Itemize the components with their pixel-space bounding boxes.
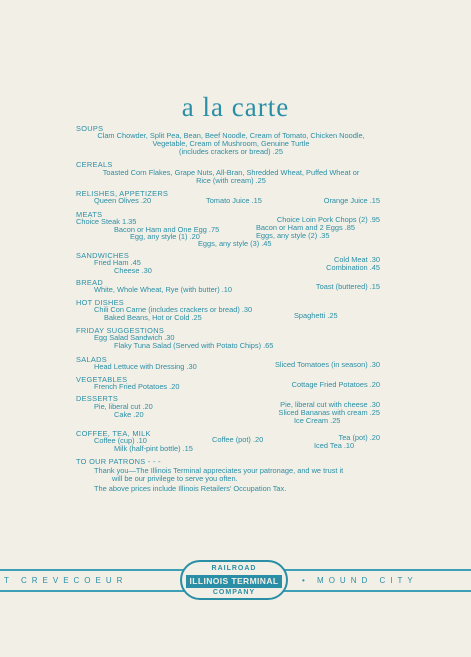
section-heading-desserts: DESSERTS [76, 394, 119, 403]
menu-item: Cottage Fried Potatoes .20 [291, 380, 380, 389]
illinois-terminal-logo [180, 560, 288, 600]
menu-item: Cheese .30 [114, 266, 152, 275]
menu-item: Tea (pot) .20 [338, 433, 380, 442]
cereals-line-1: Toasted Corn Flakes, Grape Nuts, All-Bran, Shredded Wheat, Puffed Wheat or [102, 168, 360, 177]
menu-item: Flaky Tuna Salad (Served with Potato Chips) .65 [114, 341, 274, 350]
menu-item: French Fried Potatoes .20 [94, 382, 180, 391]
menu-item: Ice Cream .25 [294, 416, 341, 425]
section-heading-sandwiches: SANDWICHES [76, 251, 130, 260]
section-heading-cereals: CEREALS [76, 160, 113, 169]
menu-item: Coffee (pot) .20 [212, 435, 264, 444]
soups-line-3: (includes crackers or bread) .25 [179, 147, 283, 156]
menu-item: Pie, liberal cut with cheese .30 [280, 400, 380, 409]
section-heading-vegetables: VEGETABLES [76, 375, 128, 384]
logo-text-main: ILLINOIS TERMINAL [186, 575, 282, 588]
menu-item: Bacon or Ham and One Egg .75 [114, 225, 220, 234]
menu-item: Cold Meat .30 [333, 255, 380, 264]
section-heading-salads: SALADS [76, 355, 107, 364]
menu-item: Spaghetti .25 [294, 311, 338, 320]
menu-item: Bacon or Ham and 2 Eggs .85 [256, 223, 356, 232]
menu-item: Orange Juice .15 [323, 196, 380, 205]
section-heading-relishes: RELISHES, APPETIZERS [76, 189, 169, 198]
section-heading-patrons: TO OUR PATRONS - - - [76, 457, 161, 466]
section-heading-meats: MEATS [76, 210, 103, 219]
menu-title: a la carte [181, 92, 290, 122]
band-text-left: T CREVECOEUR [4, 576, 128, 585]
soups-line-1: Clam Chowder, Split Pea, Bean, Beef Noodle, Cream of Tomato, Chicken Noodle, [97, 131, 365, 140]
menu-item: Egg, any style (1) .20 [130, 232, 200, 241]
menu-item: Cake .20 [114, 410, 144, 419]
menu-item: White, Whole Wheat, Rye (with butter) .10 [94, 285, 233, 294]
menu-item: Sliced Bananas with cream .25 [278, 408, 380, 417]
section-heading-hot-dishes: HOT DISHES [76, 298, 125, 307]
patrons-line-3: The above prices include Illinois Retailers' Occupation Tax. [94, 484, 287, 493]
patrons-line-1: Thank you—The Illinois Terminal appreciates your patronage, and we trust it [94, 466, 344, 475]
menu-item: Eggs, any style (2) .35 [256, 231, 330, 240]
menu-item: Chili Con Carne (includes crackers or bread) .30 [94, 305, 253, 314]
patrons-line-2: will be our privilege to serve you often. [112, 474, 238, 483]
logo-text-bottom: COMPANY [212, 589, 256, 596]
soups-line-2: Vegetable, Cream of Mushroom, Genuine Turtle [152, 139, 310, 148]
menu-item: Baked Beans, Hot or Cold .25 [104, 313, 202, 322]
menu-item: Pie, liberal cut .20 [94, 402, 153, 411]
menu-item: Coffee (cup) .10 [94, 436, 147, 445]
logo-text-top: RAILROAD [211, 565, 257, 572]
cereals-line-2: Rice (with cream) .25 [196, 176, 266, 185]
menu-item: Queen Olives .20 [94, 196, 152, 205]
menu-item: Egg Salad Sandwich .30 [94, 333, 175, 342]
menu-item: Milk (half-pint bottle) .15 [114, 444, 193, 453]
menu-item: Sliced Tomatoes (in season) .30 [274, 360, 380, 369]
menu-item: Combination .45 [326, 263, 380, 272]
menu-item: Fried Ham .45 [94, 258, 141, 267]
section-heading-bread: BREAD [76, 278, 103, 287]
section-heading-coffee: COFFEE, TEA, MILK [76, 429, 151, 438]
menu-item: Choice Steak 1.35 [76, 217, 137, 226]
menu-item: Tomato Juice .15 [206, 196, 262, 205]
band-text-right: • MOUND CITY [302, 576, 418, 585]
menu-item: Toast (buttered) .15 [315, 282, 380, 291]
menu-item: Head Lettuce with Dressing .30 [94, 362, 197, 371]
menu-item: Choice Loin Pork Chops (2) .95 [276, 215, 380, 224]
menu-item: Iced Tea .10 [314, 441, 355, 450]
menu-item: Eggs, any style (3) .45 [198, 239, 272, 248]
section-heading-soups: SOUPS [76, 124, 104, 133]
section-heading-friday: FRIDAY SUGGESTIONS [76, 326, 165, 335]
